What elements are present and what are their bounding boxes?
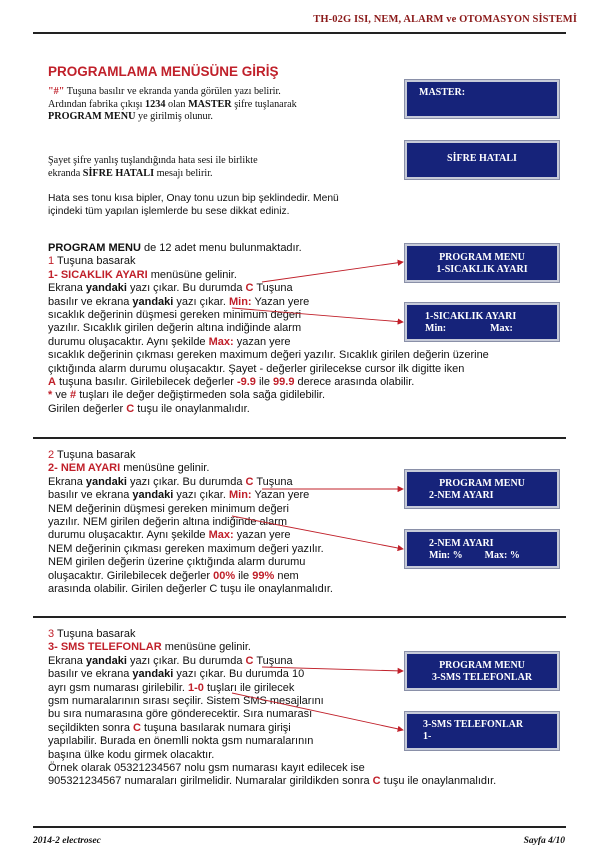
menu3-block: 3 Tuşuna basarak 3- SMS TELEFONLAR menüsüne gelinir. Ekrana yandaki yazı çıkar. Bu durumda C Tuşuna basılır ve ekrana yandaki yazı çıkar. Bu durumda 10 ayrı gsm numarası girilebilir. 1-0 tuşları ile girilecek gsm numaralarının sırası seçilir. Sistem SMS mesajlarını bu sıra numarasına göre gönderecektir. Sıra numarası seçildikten sonra C tuşuna basılarak numara girişi yapılabilir. Burada en önemlli nokta gsm numaralarının başına ülke kodu girmek olacaktır. Örnek olarak 05321234567 nolu gsm numarası kayıt edilecek ise 905321234567 numaraları girilmelidir. Numaralar girildikden sonra C tuşu ile onaylanmalıdır. (48, 628, 497, 788)
menu1-block: PROGRAM MENU de 12 adet menu bulunmaktadır. 1 Tuşuna basarak 1- SICAKLIK AYARI menüsüne gelinir. Ekrana yandaki yazı çıkar. Bu durumda C Tuşuna basılır ve ekrana yandaki yazı çıkar. Min: Yazan yere sıcaklık değerinin düşmesi gereken minimum değeri yazılır. Sıcaklık girilen değerin altına indiğinde alarm durumu oluşacaktır. Aynı şekilde Max: yazan yere sıcaklık değerinin çıkması gereken maximum değeri yazılır. Sıcaklık girilen değerin üzerine çıktığında alarm durumu oluşacaktır. Şayet - değerler girilecekse cursor ilk digitte iken A tuşuna basılır. Girilebilecek değerler -9.9 ile 99.9 derece arasında olabilir. * ve # tuşları ile değer değiştirmeden sola sağa gidilebilir. Girilen değerler C tuşu ile onaylanmalıdır. (48, 242, 489, 415)
arrow-menu1-to-program-menu (262, 262, 403, 282)
section-title: PROGRAMLAMA MENÜSÜNE GİRİŞ (48, 64, 279, 79)
document-header-title: TH-02G ISI, NEM, ALARM ve OTOMASYON SİSTEMİ (313, 14, 577, 25)
intro-paragraph-1: "#" Tuşuna basılır ve ekranda yanda görülen yazı belirir. Ardından fabrika çıkışı 1234 olan MASTER şifre tuşlanarak PROGRAM MENU ye girilmiş olunur. (48, 86, 297, 123)
arrow-menu1-to-sicaklik (232, 308, 403, 322)
lcd-sicaklik-screen: 1-SICAKLIK AYARI Min: Max: (405, 303, 559, 341)
lcd-sifre-hatali-screen: SİFRE HATALI (405, 141, 559, 179)
footer-left-text: 2014-2 electrosec (33, 836, 101, 846)
hash-key-label: "#" (48, 86, 65, 97)
arrow-menu3-to-program-menu (262, 667, 403, 671)
footer-page-number: Sayfa 4/10 (523, 836, 565, 846)
lcd-nem-screen: 2-NEM AYARI Min: % Max: % (405, 530, 559, 568)
intro-paragraph-2: Şayet şifre yanlış tuşlandığında hata sesi ile birlikte ekranda SİFRE HATALI mesajı belirir. (48, 155, 258, 179)
lcd-master-screen: MASTER: (405, 80, 559, 118)
menu2-block: 2 Tuşuna basarak 2- NEM AYARI menüsüne gelinir. Ekrana yandaki yazı çıkar. Bu durumda C Tuşuna basılır ve ekrana yandaki yazı çıkar. Min: Yazan yere NEM değerinin düşmesi gereken minimum değeri yazılır. NEM girilen değerin altına indiğinde alarm durumu oluşacaktır. Aynı şekilde Max: yazan yere NEM değerinin çıkması gereken maximum değeri yazılır. NEM girilen değerin üzerine çıktığında alarm durumu oluşacaktır. Girilebilecek değerler 00% ile 99% nem arasında olabilir. Girilen değerler C tuşu ile onaylanmalıdır. (48, 449, 333, 596)
footer-divider (33, 826, 566, 828)
intro-paragraph-3: Hata ses tonu kısa bipler, Onay tonu uzun bip şeklindedir. Menü içindeki tüm yapılan işlemlerde bu sese dikkat ediniz. (48, 193, 339, 217)
lcd-sms-screen: 3-SMS TELEFONLAR 1- (405, 712, 559, 750)
arrow-menu2-to-nem (232, 516, 403, 549)
lcd-program-menu-1: PROGRAM MENU 1-SICAKLIK AYARI (405, 244, 559, 282)
lcd-program-menu-3: PROGRAM MENU 3-SMS TELEFONLAR (405, 652, 559, 690)
lcd-program-menu-2: PROGRAM MENU 2-NEM AYARI (405, 470, 559, 508)
arrow-menu3-to-sms (232, 693, 403, 730)
